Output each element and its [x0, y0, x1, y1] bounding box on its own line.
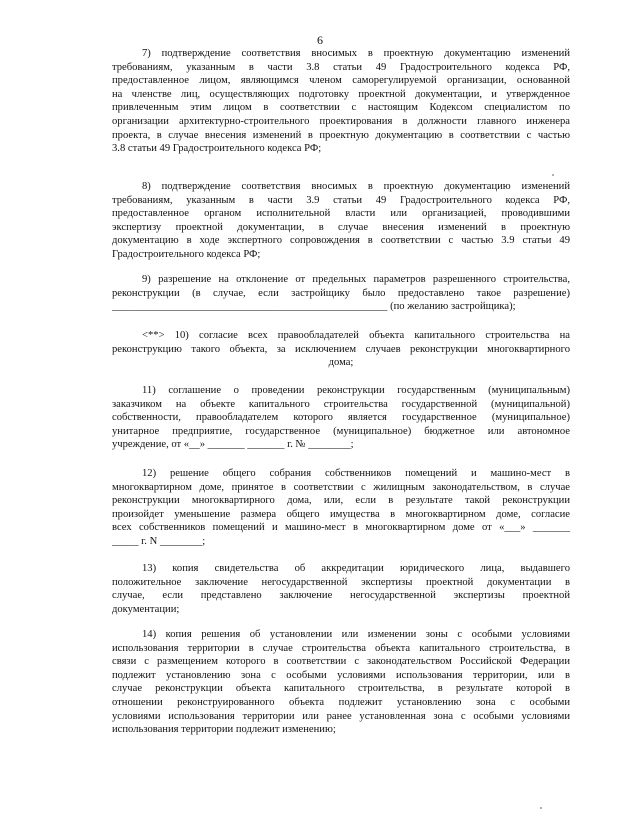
paragraph-8: [112, 180, 570, 262]
paragraph-9: [112, 273, 570, 314]
paragraph-line: реконструкции многоквартирного дома, или, если в результате такой реконструкции: [112, 495, 570, 507]
paragraph-10: [112, 329, 570, 370]
paragraph-13: [112, 562, 570, 616]
paragraph-line: 7) подтверждение соответствия вносимых в проектную документацию изменений: [142, 48, 570, 59]
paragraph-line: документацию в ходе экспертного сопровождения в соответствии с частью 3.9 статьи 49: [112, 235, 570, 247]
paragraph-line: всех собственников помещений и машино-мест в многоквартирном доме от «___» _______: [112, 522, 570, 534]
paragraph-line: 8) подтверждение соответствия вносимых в проектную документацию изменений: [142, 181, 570, 192]
paragraph-line: 3.8 статьи 49 Градостроительного кодекса РФ;: [112, 143, 322, 155]
paragraph-line: привлеченным этим лицом в соответствии с настоящим Кодексом специалистом по: [112, 102, 570, 114]
paragraph-12: [112, 467, 570, 549]
paragraph-line: использования территории в случае строительства объекта капитального строительства, в: [112, 642, 570, 654]
paragraph-line: Градостроительного кодекса РФ;: [112, 248, 261, 260]
paragraph-14: [112, 628, 570, 737]
paragraph-line: 11) соглашение о проведении реконструкции государственным (муниципальным): [142, 385, 570, 396]
page-number: 6: [317, 33, 323, 47]
paragraph-line: 9) разрешение на отклонение от предельных параметров разрешенного строительства,: [142, 274, 570, 285]
paragraph-line: <**> 10) согласие всех правообладателей объекта капитального строительства на: [142, 330, 570, 341]
paragraph-line: 12) решение общего собрания собственников помещений и машино-мест в: [142, 468, 570, 479]
paragraph-line: проекта, в случае внесения изменений в проектную документацию в соответствии с частью: [112, 129, 570, 141]
paragraph-line: связи с размещением которого в соответствии с законодательством Российской Федерации: [112, 656, 570, 668]
paragraph-line: реконструкции (в случае, если застройщику было предоставлено такое разрешение): [112, 287, 570, 299]
paragraph-line: предоставленное органом исполнительной власти или организацией, проводившими: [112, 208, 570, 220]
paragraph-line: 14) копия решения об установлении или изменении зоны с особыми условиями: [142, 629, 570, 640]
paragraph-line: собственности, правообладателем которого является государственное (муниципальное): [112, 412, 570, 424]
paragraph-line: экспертизу проектной документации, в случае внесения изменений в проектную: [112, 221, 570, 233]
paragraph-line: произойдет уменьшение размера общего имущества в многоквартирном доме, согласие: [112, 508, 570, 520]
paragraph-line: _____ г. N ________;: [112, 535, 206, 547]
paragraph-line: дома;: [328, 357, 354, 369]
paragraph-line: отношении реконструированного объекта подлежит установлению зона с особыми: [112, 696, 570, 708]
paragraph-line: случае, если представлено заключение негосударственной экспертизы проектной: [112, 590, 570, 602]
paragraph-line: случае реконструкции объекта капитального строительства, в результате которой в: [112, 683, 570, 695]
paragraph-line: требованиям, указанным в части 3.8 статьи 49 Градостроительного кодекса РФ,: [112, 61, 570, 73]
paragraph-line: использования территории подлежит изменению;: [112, 724, 336, 736]
paragraph-line: реконструкцию такого объекта, за исключением случаев реконструкции многоквартирного: [112, 343, 570, 355]
paragraph-line: учреждение, от «__» _______ _______ г. № ________;: [112, 439, 354, 451]
paragraph-line: унитарное предприятие, государственное (муниципальное) бюджетное или автономное: [112, 425, 570, 437]
paragraph-line: на членстве лиц, осуществляющих подготовку проектной документации, и утвержденное: [112, 88, 570, 100]
paragraph-line: заказчиком на объекте капитального строительства государственной (муниципальной): [112, 398, 570, 410]
paragraph-11: [112, 384, 570, 452]
scan-speck: [540, 807, 542, 809]
paragraph-line: условиями использования территории или ранее установленная зона с особыми условиями: [112, 710, 570, 722]
paragraph-7: [112, 47, 570, 156]
paragraph-line: 13) копия свидетельства об аккредитации юридического лица, выдавшего: [142, 563, 570, 574]
paragraph-line: предоставленное лицом, являющимся членом саморегулируемой организации, основанной: [112, 75, 570, 87]
scan-speck: [552, 174, 554, 176]
paragraph-line: многоквартирном доме, принятое в соответствии с жилищным законодательством, в случае: [112, 481, 570, 493]
paragraph-line: положительное заключение негосударственной экспертизы проектной документации в: [112, 576, 570, 588]
paragraph-line: подлежит установлению зона с особыми условиями использования территории, или в: [112, 669, 570, 681]
paragraph-line: ____________________________________________________ (по желанию застройщика);: [112, 301, 516, 313]
paragraph-line: требованиям, указанным в части 3.9 статьи 49 Градостроительного кодекса РФ,: [112, 194, 570, 206]
paragraph-line: организации архитектурно-строительного проектирования в должности главного инженера: [112, 115, 570, 127]
paragraph-line: документации;: [112, 603, 180, 615]
